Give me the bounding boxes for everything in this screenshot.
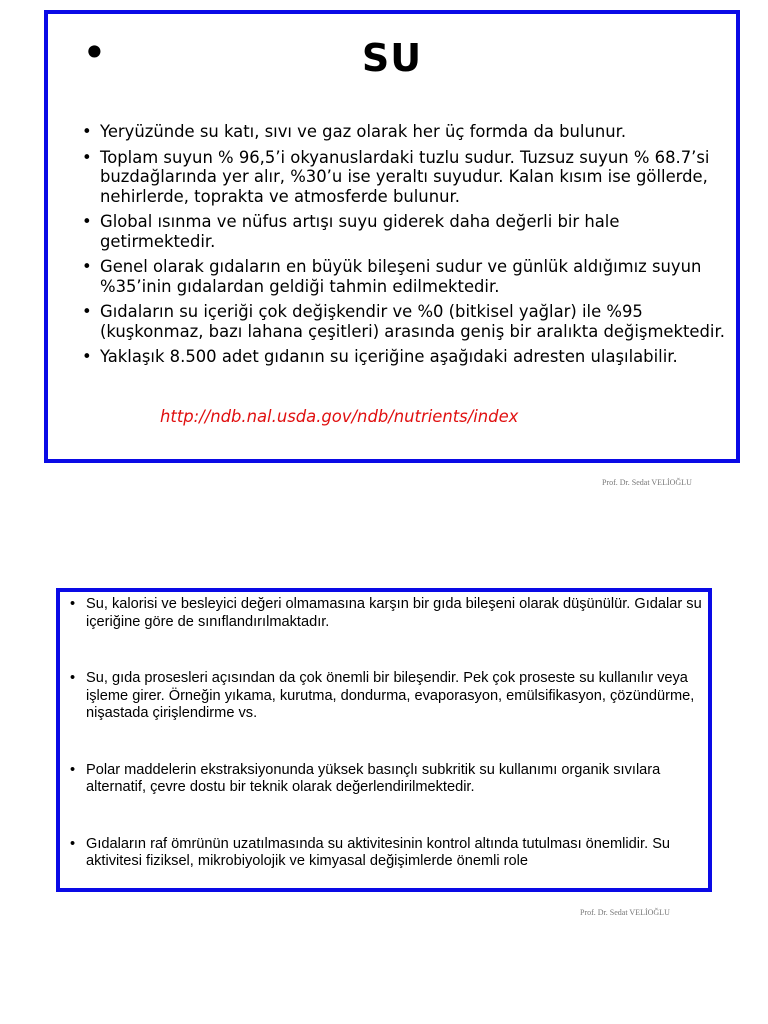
list-item: • Yeryüzünde su katı, sıvı ve gaz olarak her üç formda da bulunur. (78, 122, 728, 142)
list-item: • Gıdaların raf ömrünün uzatılmasında su aktivitesinin kontrol altında tutulması önemlidir. Su aktivitesi fiziksel, mikrobiyolojik ve kimyasal değişimlerde önemli role (66, 836, 706, 871)
title-bullet: • (82, 28, 107, 77)
slide-title: SU (361, 36, 423, 80)
list-item: • Global ısınma ve nüfus artışı suyu giderek daha değerli bir hale getirmektedir. (78, 212, 728, 251)
slide-2-bullet-list (66, 596, 706, 910)
list-item: • Yaklaşık 8.500 adet gıdanın su içeriğine aşağıdaki adresten ulaşılabilir. (78, 347, 728, 367)
slide-2-footer-author: Prof. Dr. Sedat VELİOĞLU (580, 908, 670, 917)
usda-link[interactable]: http://ndb.nal.usda.gov/ndb/nutrients/index (160, 407, 519, 426)
list-item: • Toplam suyun % 96,5’i okyanuslardaki tuzlu sudur. Tuzsuz suyun % 68.7’si buzdağlarında yer alır, %30’u ise yeraltı suyudur. Kalan kısım ise göllerde, nehirlerde, toprakta ve atmosferde bulunur. (78, 148, 728, 207)
slide-1-bullet-list (78, 122, 728, 373)
list-item: • Su, gıda prosesleri açısından da çok önemli bir bileşendir. Pek çok proseste su kullanılır veya işleme girer. Örneğin yıkama, kurutma, dondurma, evaporasyon, emülsifikasyon, çözündürme, nişastada çirişlendirme vs. (66, 670, 706, 723)
slide-1-footer-author: Prof. Dr. Sedat VELİOĞLU (602, 478, 692, 487)
list-item: • Su, kalorisi ve besleyici değeri olmamasına karşın bir gıda bileşeni olarak düşünülür. Gıdalar su içeriğine göre de sınıflandırılmaktadır. (66, 596, 706, 631)
list-item: • Gıdaların su içeriği çok değişkendir ve %0 (bitkisel yağlar) ile %95 (kuşkonmaz, bazı lahana çeşitleri) arasında geniş bir aralıkta değişmektedir. (78, 302, 728, 341)
slide-1 (44, 10, 740, 463)
list-item: • Genel olarak gıdaların en büyük bileşeni sudur ve günlük aldığımız suyun %35’inin gıdalardan geldiği tahmin edilmektedir. (78, 257, 728, 296)
list-item: • Polar maddelerin ekstraksiyonunda yüksek basınçlı subkritik su kullanımı organik sıvılara alternatif, çevre dostu bir teknik olarak değerlendirilmektedir. (66, 762, 706, 797)
slide-2 (56, 588, 712, 892)
